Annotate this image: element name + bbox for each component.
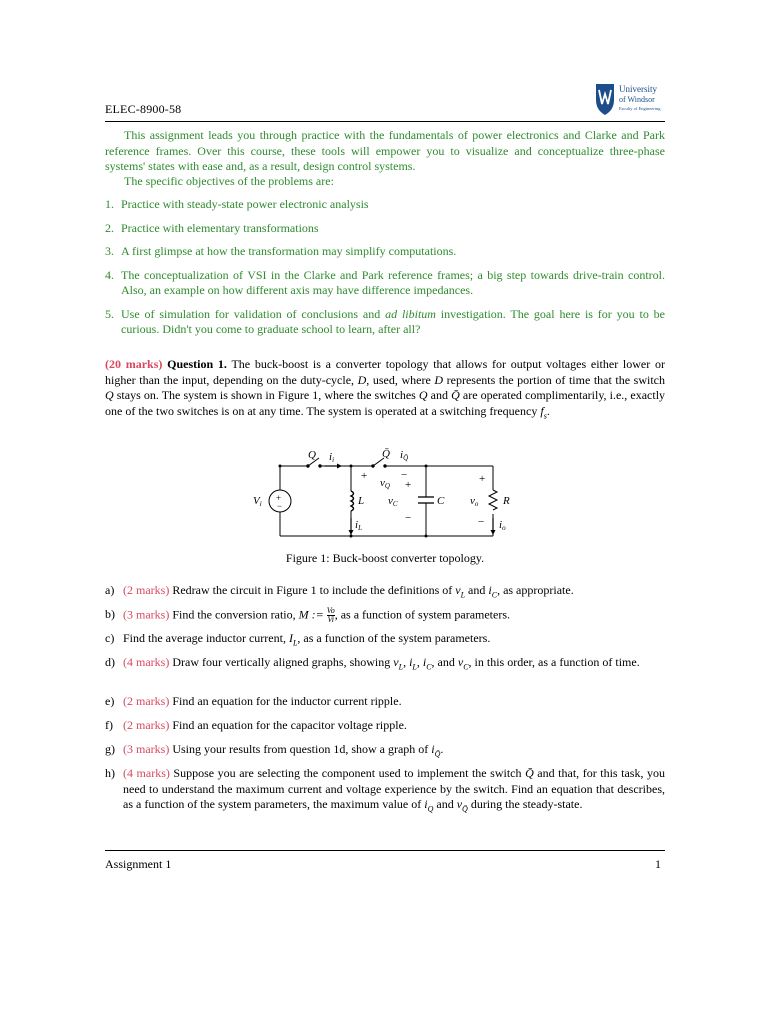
subquestion-h: h) (4 marks) Suppose you are selecting the component used to implement the switch Q̄ and that, for this task, you need to understand the maximum current and voltage experience by the switch. Find an equation that describes, as a function of the system parameters, the maximum value of $i_Q$ and $v_{Q̄}$ during the steady-state. <box>105 766 666 814</box>
subquestion-c: c) Find the average inductor current, $I_L$, as a function of the system parameters. <box>105 631 491 648</box>
figure-caption: Figure 1: Buck-boost converter topology. <box>285 551 485 565</box>
list-item: 5. Use of simulation for validation of conclusions and ad libitum investigation. The goal here is for you to be curious. Didn't you come to graduate school to learn, after all? <box>105 306 665 336</box>
svg-text:Q̄: Q̄ <box>382 448 390 460</box>
buck-boost-circuit <box>253 446 523 546</box>
header-rule <box>105 121 665 122</box>
svg-text:+: + <box>361 470 368 482</box>
logo-line3: Faculty of Engineering <box>619 106 661 111</box>
svg-text:L: L <box>358 495 365 507</box>
page-number: 1 <box>655 857 661 871</box>
footer-rule <box>105 850 665 851</box>
shield-icon <box>594 82 674 118</box>
svg-text:iL: iL <box>355 519 362 532</box>
svg-text:Q: Q <box>308 449 316 461</box>
svg-text:−: − <box>405 512 412 524</box>
objectives-list <box>105 197 665 338</box>
svg-text:−: − <box>401 469 408 481</box>
svg-text:Vi: Vi <box>253 495 262 508</box>
list-item: 4. The conceptualization of VSI in the Clarke and Park reference frames; a big step towards drive-train control. Also, an example on how different axis may have difference impedances. <box>105 267 665 297</box>
svg-text:vo: vo <box>470 495 479 508</box>
list-item: 1. Practice with steady-state power electronic analysis <box>105 197 369 211</box>
svg-text:iQ̄: iQ̄ <box>400 449 409 462</box>
intro-paragraph: This assignment leads you through practice with the fundamentals of power electronics and Clarke and Park reference frames. Over this course, these tools will empower you to visualize and conceptualize three-phase systems' states with ease and, as a result, design control systems. <box>105 128 665 173</box>
svg-text:+: + <box>276 493 282 503</box>
svg-text:C: C <box>437 495 445 507</box>
svg-text:R: R <box>503 495 510 507</box>
subquestion-e: e) (2 marks) Find an equation for the inductor current ripple. <box>105 694 402 708</box>
objectives-heading: The specific objectives of the problems are: <box>124 174 334 188</box>
svg-text:+: + <box>405 479 412 491</box>
logo-line1: University <box>619 84 657 94</box>
subquestion-g: g) (3 marks) Using your results from question 1d, show a graph of $i_{Q̄}$. <box>105 742 444 759</box>
svg-text:vC: vC <box>388 495 398 508</box>
list-item: 2. Practice with elementary transformations <box>105 220 319 235</box>
svg-text:io: io <box>499 519 506 532</box>
footer-title: Assignment 1 <box>105 857 172 871</box>
svg-text:vQ: vQ <box>380 477 390 490</box>
svg-text:ii: ii <box>329 451 335 464</box>
subquestion-a: a) (2 marks) Redraw the circuit in Figure 1 to include the definitions of $v_L$ and $i_C$, as appropriate. <box>105 583 574 600</box>
svg-text:+: + <box>479 473 486 485</box>
svg-text:−: − <box>478 516 485 528</box>
list-item: 3. A first glimpse at how the transformation may simplify computations. <box>105 244 457 258</box>
svg-text:−: − <box>277 501 283 511</box>
subquestion-b: b) (3 marks) Find the conversion ratio, M := $\frac{Vo}{Vi}$ , as a function of system parameters. <box>105 606 511 624</box>
question-1: (20 marks) Question 1. The buck-boost is a converter topology that allows for output voltages either lower or higher than the input, depending on the duty-cycle, D, used, where D represents the portion of time that the switch Q stays on. The system is shown in Figure 1, where the switches Q and Q̄ are operated complimentarily, i.e., exactly one of the two switches is on at any time. The system is operated at a switching frequency $f_s$. <box>105 357 666 420</box>
logo-line2: of Windsor <box>619 95 655 104</box>
university-logo <box>594 82 674 118</box>
subquestion-f: f) (2 marks) Find an equation for the capacitor voltage ripple. <box>105 718 407 732</box>
course-code: ELEC-8900-58 <box>105 102 182 116</box>
subquestion-d: d) (4 marks) Draw four vertically aligned graphs, showing $v_L$, $i_L$, $i_C$, and $v_C$, in this order, as a function of time. <box>105 655 640 672</box>
